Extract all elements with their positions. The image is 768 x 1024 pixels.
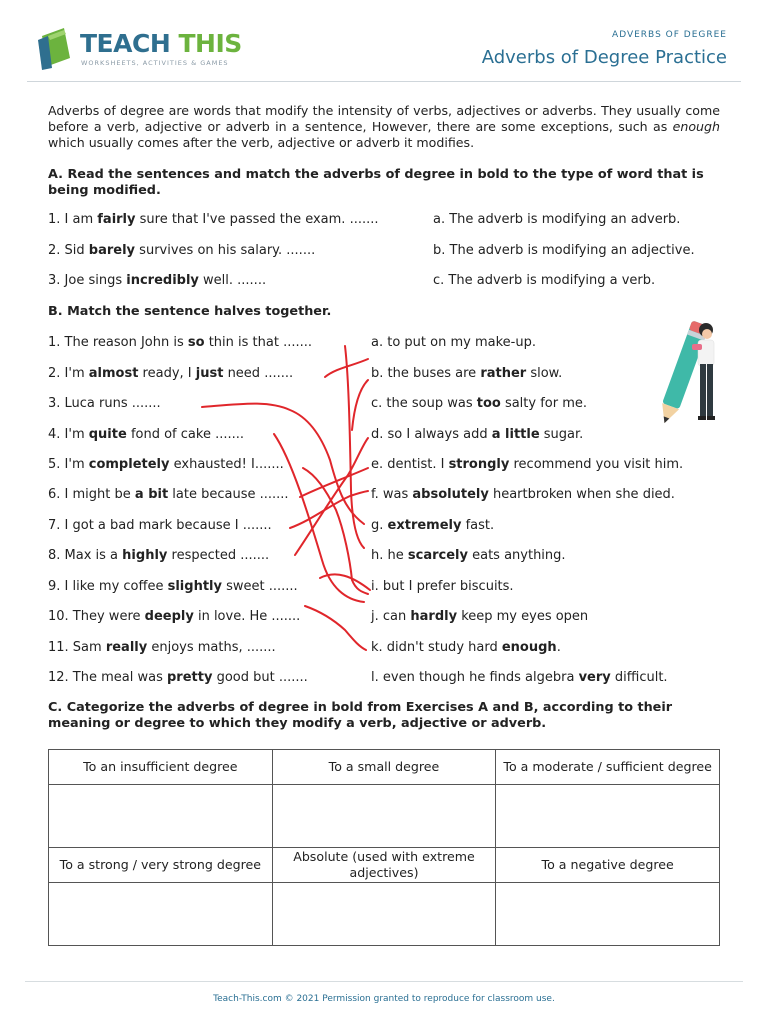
match-line [345, 346, 364, 548]
match-right-item: b. the buses are rather slow. [371, 366, 563, 381]
match-left-item: 8. Max is a highly respected ....... [48, 548, 270, 563]
section-a-option: b. The adverb is modifying an adjective. [433, 243, 695, 258]
table-answer-cell[interactable] [496, 883, 720, 946]
header-category: ADVERBS OF DEGREE [612, 30, 727, 40]
table-header-cell: Absolute (used with extreme adjectives) [272, 848, 496, 883]
logo-tagline: WORKSHEETS, ACTIVITIES & GAMES [81, 59, 229, 67]
section-c-heading: C. Categorize the adverbs of degree in bold from Exercises A and B, according to their meaning or degree to which they modify a verb, adjective or adverb. [48, 700, 673, 731]
section-b-heading: B. Match the sentence halves together. [48, 304, 332, 319]
table-header-cell: To a strong / very strong degree [49, 848, 273, 883]
match-right-item: k. didn't study hard enough. [371, 640, 561, 655]
table-header-cell: To a negative degree [496, 848, 720, 883]
match-right-item: d. so I always add a little sugar. [371, 427, 584, 442]
match-right-item: c. the soup was too salty for me. [371, 396, 588, 411]
table-answer-cell[interactable] [49, 883, 273, 946]
section-a-heading: A. Read the sentences and match the adverbs of degree in bold to the type of word that is being modified. [48, 167, 704, 198]
match-left-item: 5. I'm completely exhausted! I....... [48, 457, 284, 472]
match-right-item: l. even though he finds algebra very difficult. [371, 670, 668, 685]
section-a-item: 2. Sid barely survives on his salary. ....... [48, 243, 316, 258]
table-answer-cell[interactable] [272, 785, 496, 848]
logo-teach: TEACH [80, 29, 171, 58]
match-line [352, 380, 368, 430]
match-right-item: j. can hardly keep my eyes open [371, 609, 589, 624]
section-a-item: 1. I am fairly sure that I've passed the exam. ....... [48, 212, 379, 227]
section-a-option: a. The adverb is modifying an adverb. [433, 212, 681, 227]
match-left-item: 10. They were deeply in love. He ....... [48, 609, 301, 624]
section-a-item: 3. Joe sings incredibly well. ....... [48, 273, 267, 288]
table-header-cell: To a moderate / sufficient degree [496, 750, 720, 785]
categorize-table [48, 749, 720, 946]
match-right-item: h. he scarcely eats anything. [371, 548, 566, 563]
table-answer-cell[interactable] [496, 785, 720, 848]
match-left-item: 11. Sam really enjoys maths, ....... [48, 640, 276, 655]
match-left-item: 4. I'm quite fond of cake ....... [48, 427, 244, 442]
match-left-item: 9. I like my coffee slightly sweet ....... [48, 579, 298, 594]
match-left-item: 1. The reason John is so thin is that ....... [48, 335, 312, 350]
table-answer-cell[interactable] [49, 785, 273, 848]
match-right-item: a. to put on my make-up. [371, 335, 536, 350]
match-line [202, 404, 364, 524]
match-left-item: 7. I got a bad mark because I ....... [48, 518, 272, 533]
logo-this: THIS [178, 29, 242, 58]
section-a-option: c. The adverb is modifying a verb. [433, 273, 656, 288]
match-left-item: 2. I'm almost ready, I just need ....... [48, 366, 294, 381]
match-left-item: 3. Luca runs ....... [48, 396, 161, 411]
match-left-item: 12. The meal was pretty good but ....... [48, 670, 308, 685]
match-right-item: e. dentist. I strongly recommend you visit him. [371, 457, 684, 472]
match-right-item: f. was absolutely heartbroken when she died. [371, 487, 675, 502]
table-header-cell: To an insufficient degree [49, 750, 273, 785]
intro-paragraph: Adverbs of degree are words that modify the intensity of verbs, adjectives or adverbs. They usually come before a verb, adjective or adverb in a sentence, However, there are some exceptions, such as enough which usually comes after the verb, adjective or adverb it modifies. [48, 103, 720, 150]
table-answer-cell[interactable] [272, 883, 496, 946]
copyright-footer: Teach-This.com © 2021 Permission granted to reproduce for classroom use. [213, 994, 555, 1004]
match-right-item: g. extremely fast. [371, 518, 495, 533]
page-title: Adverbs of Degree Practice [481, 47, 727, 68]
match-line [305, 606, 366, 650]
woman-with-pencil-illustration [656, 312, 726, 430]
footer-divider [25, 981, 743, 982]
match-right-item: i. but I prefer biscuits. [371, 579, 514, 594]
match-left-item: 6. I might be a bit late because ....... [48, 487, 289, 502]
table-header-cell: To a small degree [272, 750, 496, 785]
